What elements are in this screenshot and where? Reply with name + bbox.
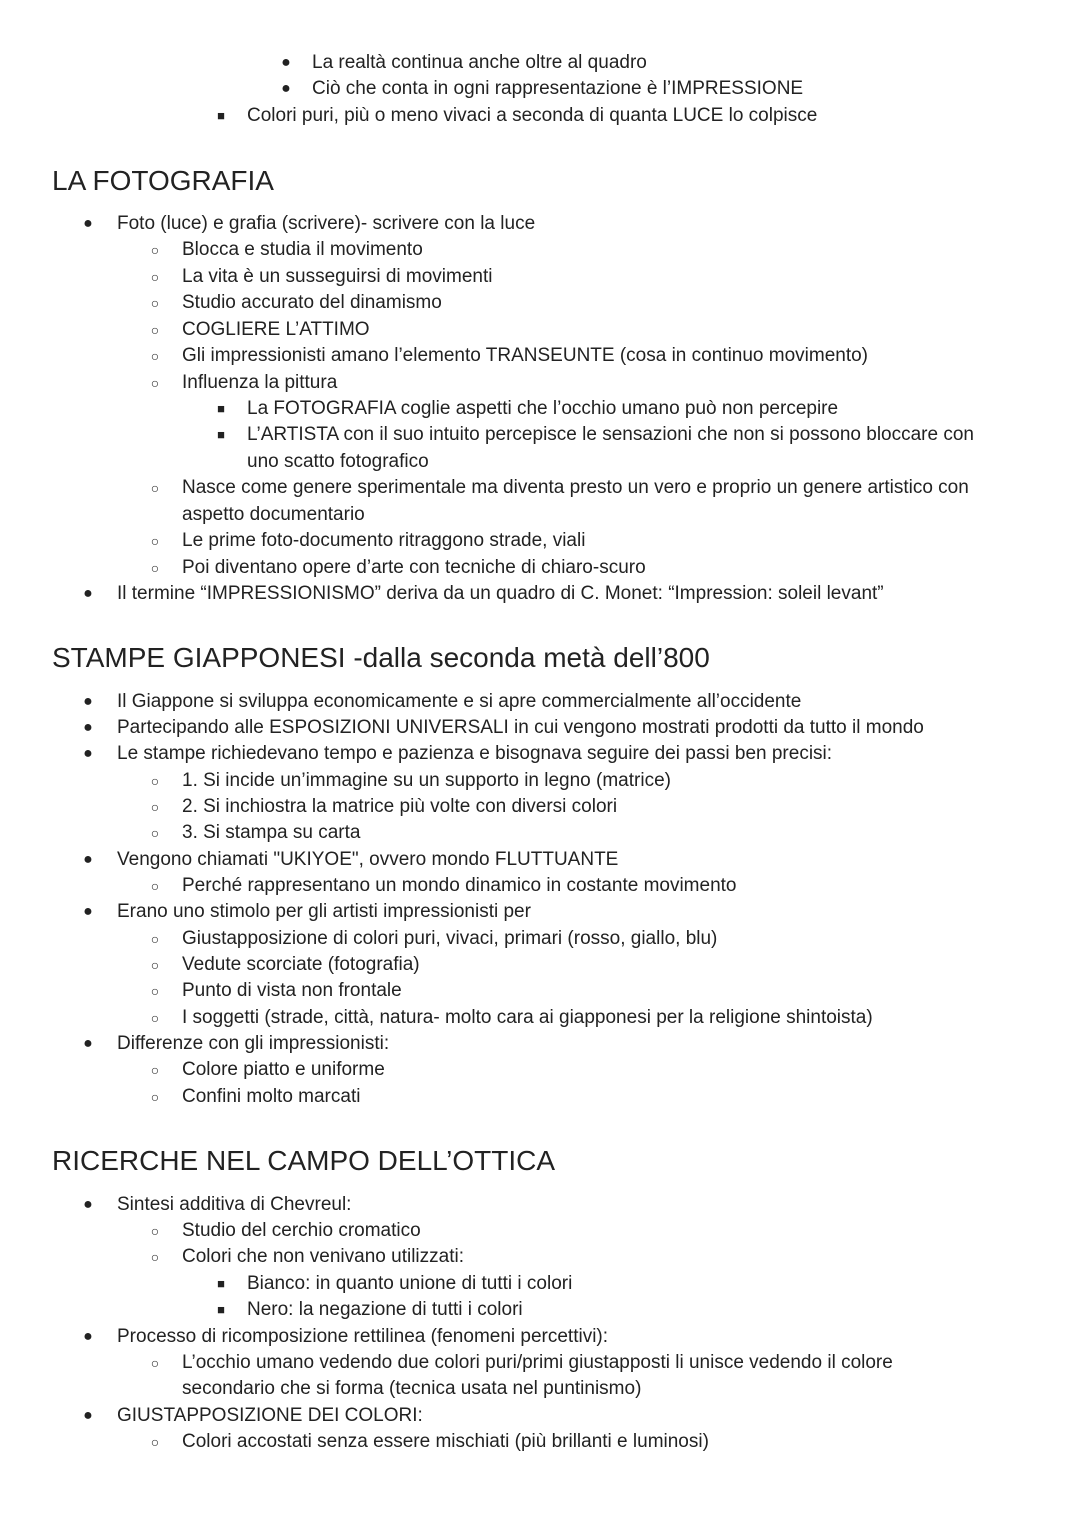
bullet-circle: ○ — [150, 242, 160, 258]
list-item-text: Vedute scorciate (fotografia) — [182, 954, 420, 975]
list-item-text: Processo di ricomposizione rettilinea (fenomeni percettivi): — [117, 1326, 609, 1347]
list-item-text: 1. Si incide un’immagine su un supporto in legno (matrice) — [182, 770, 671, 791]
bullet-dot: ● — [83, 585, 93, 602]
list-item-text: Differenze con gli impressionisti: — [117, 1033, 390, 1054]
list-item-text: Influenza la pittura — [182, 372, 338, 393]
list-item-text: Colori puri, più o meno vivaci a seconda di quanta LUCE lo colpisce — [247, 105, 818, 126]
bullet-circle: ○ — [150, 1010, 160, 1026]
section-heading-ottica: RICERCHE NEL CAMPO DELL’OTTICA — [52, 1145, 556, 1176]
list-item-text: Confini molto marcati — [182, 1086, 361, 1107]
list-item-text: Blocca e studia il movimento — [182, 239, 423, 260]
list-item-text: Bianco: in quanto unione di tutti i colori — [247, 1273, 573, 1294]
bullet-circle: ○ — [150, 799, 160, 815]
list-item-text: Le stampe richiedevano tempo e pazienza e bisognava seguire dei passi ben precisi: — [117, 743, 833, 764]
list-item-text: Studio del cerchio cromatico — [182, 1220, 421, 1241]
list-item-text: 3. Si stampa su carta — [182, 822, 361, 843]
bullet-circle: ○ — [150, 878, 160, 894]
list-item-text: secondario che si forma (tecnica usata nel puntinismo) — [182, 1378, 642, 1399]
list-item-text: Foto (luce) e grafia (scrivere)- scrivere con la luce — [117, 213, 536, 234]
list-item-text: Colore piatto e uniforme — [182, 1059, 385, 1080]
bullet-dot: ● — [83, 1407, 93, 1424]
bullet-dot: ● — [83, 851, 93, 868]
list-item-text: Punto di vista non frontale — [182, 980, 402, 1001]
list-item-text: Il termine “IMPRESSIONISMO” deriva da un quadro di C. Monet: “Impression: soleil levant” — [117, 583, 884, 604]
bullet-circle: ○ — [150, 957, 160, 973]
bullet-circle: ○ — [150, 375, 160, 391]
bullet-dot: ● — [83, 1035, 93, 1052]
bullet-circle: ○ — [150, 825, 160, 841]
list-item-text: Ciò che conta in ogni rappresentazione è l’IMPRESSIONE — [312, 78, 804, 99]
bullet-square: ■ — [217, 1276, 225, 1291]
list-item-text: Le prime foto-documento ritraggono strade, viali — [182, 530, 586, 551]
bullet-dot: ● — [281, 80, 291, 97]
bullet-dot: ● — [83, 719, 93, 736]
list-item-text: Erano uno stimolo per gli artisti impressionisti per — [117, 901, 531, 922]
list-item-text: Poi diventano opere d’arte con tecniche di chiaro-scuro — [182, 557, 646, 578]
list-item-text: La FOTOGRAFIA coglie aspetti che l’occhio umano può non percepire — [247, 398, 839, 419]
bullet-square: ■ — [217, 108, 225, 123]
bullet-circle: ○ — [150, 1355, 160, 1371]
bullet-circle: ○ — [150, 773, 160, 789]
list-item-text: La vita è un susseguirsi di movimenti — [182, 266, 493, 287]
list-item-text: Colori che non venivano utilizzati: — [182, 1246, 464, 1267]
list-item-text: I soggetti (strade, città, natura- molto cara ai giapponesi per la religione shintoista) — [182, 1007, 873, 1028]
list-item-text: La realtà continua anche oltre al quadro — [312, 52, 647, 73]
bullet-circle: ○ — [150, 269, 160, 285]
list-item-text: Nero: la negazione di tutti i colori — [247, 1299, 523, 1320]
list-item-text: Partecipando alle ESPOSIZIONI UNIVERSALI in cui vengono mostrati prodotti da tutto il mondo — [117, 717, 924, 738]
list-item-text: Giustapposizione di colori puri, vivaci, primari (rosso, giallo, blu) — [182, 928, 718, 949]
list-item-text: Nasce come genere sperimentale ma diventa presto un vero e proprio un genere artistico con — [182, 477, 969, 498]
list-item-text: Vengono chiamati "UKIYOE", ovvero mondo FLUTTUANTE — [117, 849, 619, 870]
bullet-circle: ○ — [150, 560, 160, 576]
bullet-dot: ● — [83, 693, 93, 710]
bullet-dot: ● — [281, 54, 291, 71]
section-heading-stampe-giapponesi: STAMPE GIAPPONESI -dalla seconda metà dell’800 — [52, 642, 710, 673]
bullet-circle: ○ — [150, 931, 160, 947]
bullet-circle: ○ — [150, 295, 160, 311]
list-item-text: Il Giappone si sviluppa economicamente e si apre commercialmente all’occidente — [117, 691, 802, 712]
list-item-text: Perché rappresentano un mondo dinamico in costante movimento — [182, 875, 737, 896]
bullet-circle: ○ — [150, 1434, 160, 1450]
bullet-dot: ● — [83, 1328, 93, 1345]
bullet-circle: ○ — [150, 348, 160, 364]
bullet-square: ■ — [217, 427, 225, 442]
list-item-text: aspetto documentario — [182, 504, 365, 525]
list-item-text: Studio accurato del dinamismo — [182, 292, 442, 313]
bullet-circle: ○ — [150, 1062, 160, 1078]
bullet-square: ■ — [217, 401, 225, 416]
bullet-circle: ○ — [150, 983, 160, 999]
list-item-text: COGLIERE L’ATTIMO — [182, 319, 370, 340]
list-item-text: GIUSTAPPOSIZIONE DEI COLORI: — [117, 1405, 423, 1426]
list-item-text: uno scatto fotografico — [247, 451, 429, 472]
bullet-circle: ○ — [150, 533, 160, 549]
bullet-square: ■ — [217, 1302, 225, 1317]
list-item-text: Colori accostati senza essere mischiati (più brillanti e luminosi) — [182, 1431, 709, 1452]
bullet-dot: ● — [83, 903, 93, 920]
list-item-text: L’occhio umano vedendo due colori puri/primi giustapposti li unisce vedendo il colore — [182, 1352, 893, 1373]
list-item-text: 2. Si inchiostra la matrice più volte con diversi colori — [182, 796, 618, 817]
bullet-circle: ○ — [150, 480, 160, 496]
bullet-circle: ○ — [150, 322, 160, 338]
bullet-dot: ● — [83, 1196, 93, 1213]
list-item-text: Gli impressionisti amano l’elemento TRANSEUNTE (cosa in continuo movimento) — [182, 345, 869, 366]
list-item-text: Sintesi additiva di Chevreul: — [117, 1194, 352, 1215]
bullet-dot: ● — [83, 215, 93, 232]
bullet-circle: ○ — [150, 1223, 160, 1239]
bullet-circle: ○ — [150, 1089, 160, 1105]
section-heading-fotografia: LA FOTOGRAFIA — [52, 165, 274, 196]
list-item-text: L’ARTISTA con il suo intuito percepisce le sensazioni che non si possono bloccare con — [247, 424, 974, 445]
bullet-circle: ○ — [150, 1249, 160, 1265]
bullet-dot: ● — [83, 745, 93, 762]
